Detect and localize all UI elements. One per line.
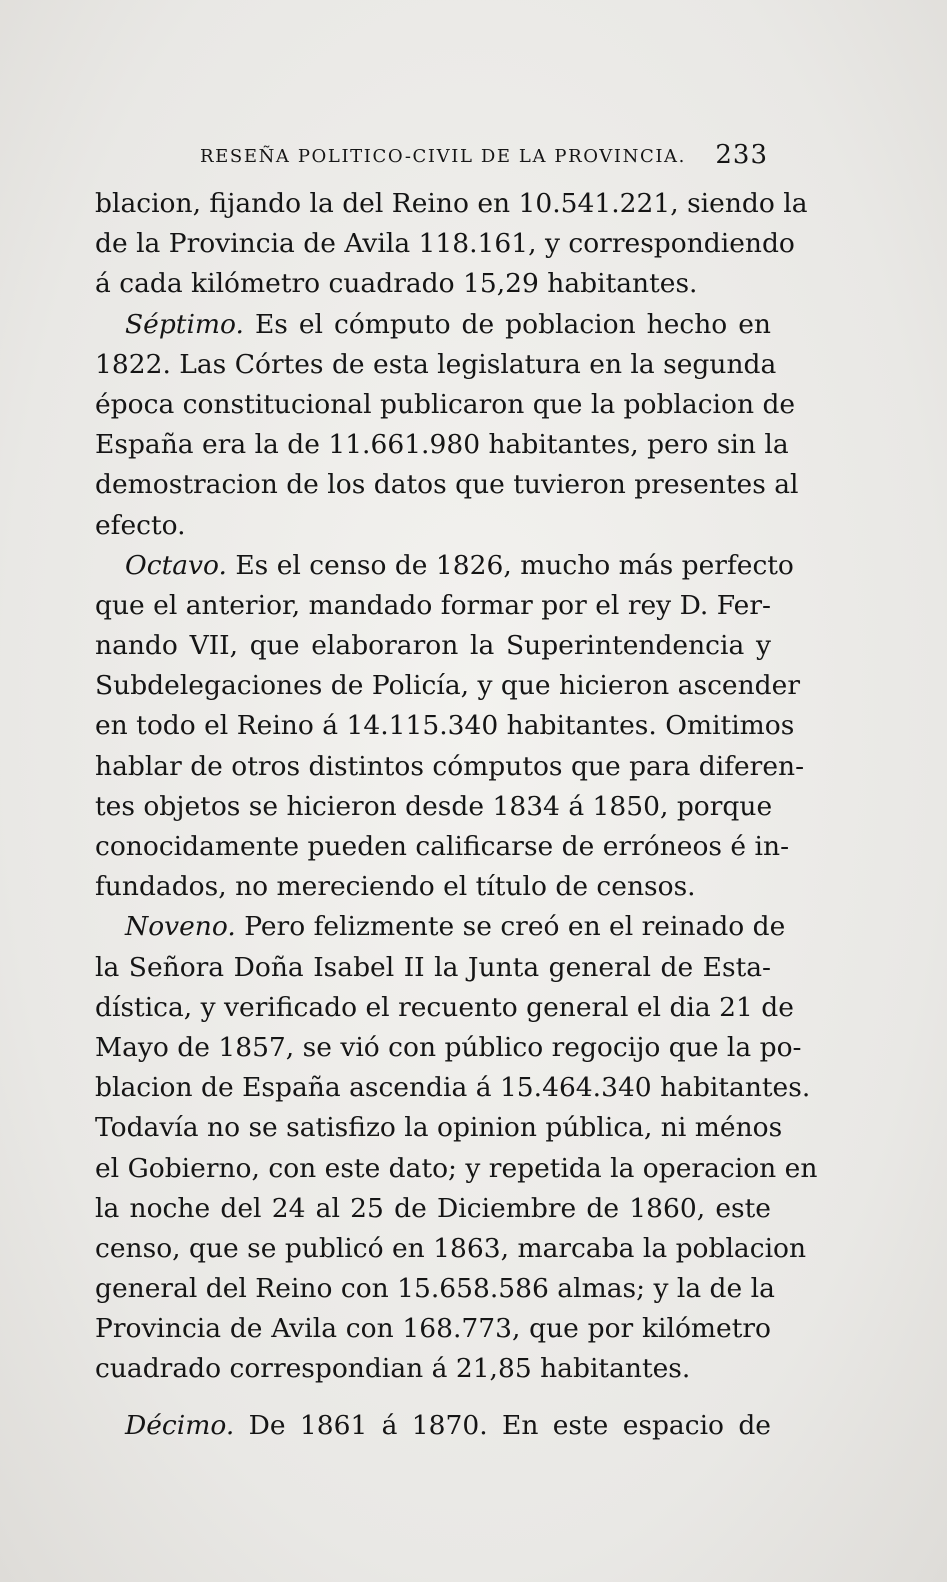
text-line: la Señora Doña Isabel II la Junta general de Esta- [95,951,771,983]
text-line: 1822. Las Córtes de esta legislatura en la segunda [95,348,777,380]
text-line: blacion de España ascendia á 15.464.340 habitantes. [95,1072,811,1104]
text-line: cuadrado correspondian á 21,85 habitantes. [95,1353,691,1385]
section-lead-octavo: Octavo. [125,549,227,581]
text-line: Provincia de Avila con 168.773, que por kilómetro [95,1313,771,1345]
text-line: que el anterior, mandado formar por el rey D. Fer- [95,589,771,621]
text-line: efecto. [95,509,186,541]
text-line: blacion, fijando la del Reino en 10.541.221, siendo la [95,188,808,219]
body-text [95,184,818,1446]
text-line: Subdelegaciones de Policía, y que hicieron ascender [95,670,800,702]
paragraph-septimo-first-line: Séptimo. Es el cómputo de poblacion hecho en [125,308,771,340]
section-lead-noveno: Noveno. [125,911,236,943]
text-line: fundados, no mereciendo el título de censos. [95,871,696,903]
text-line: hablar de otros distintos cómputos que para diferen- [95,750,805,782]
text-line: de la Provincia de Avila 118.161, y correspondiendo [95,228,795,260]
text-line: á cada kilómetro cuadrado 15,29 habitantes. [95,268,698,300]
section-lead-decimo: Décimo. [125,1409,235,1441]
paragraph-noveno-first-line: Noveno. Pero felizmente se creó en el reinado de [125,911,786,943]
running-head: RESEÑA POLITICO-CIVIL DE LA PROVINCIA. [200,146,686,167]
paragraph-decimo-first-line: Décimo. De 1861 á 1870. En este espacio de [125,1409,771,1441]
section-lead-septimo: Séptimo. [125,308,244,340]
text-line: Todavía no se satisfizo la opinion pública, ni ménos [95,1112,783,1144]
text-line: el Gobierno, con este dato; y repetida la operacion en [95,1152,818,1184]
page-header [200,140,768,174]
text-line: conocidamente pueden calificarse de erróneos é in- [95,831,790,862]
text-line: Mayo de 1857, se vió con público regocijo que la po- [95,1031,802,1063]
text-line: la noche del 24 al 25 de Diciembre de 1860, este [95,1192,771,1224]
text-line: tes objetos se hicieron desde 1834 á 1850, porque [95,790,773,822]
paragraph-octavo-first-line: Octavo. Es el censo de 1826, mucho más perfecto [125,549,794,581]
text-line: nando VII, que elaboraron la Superintendencia y [95,630,771,662]
text-line: época constitucional publicaron que la poblacion de [95,388,796,420]
text-line: general del Reino con 15.658.586 almas; y la de la [95,1273,775,1305]
text-line: España era la de 11.661.980 habitantes, pero sin la [95,429,789,461]
text-line: censo, que se publicó en 1863, marcaba la poblacion [95,1232,807,1264]
text-line: en todo el Reino á 14.115.340 habitantes. Omitimos [95,710,795,742]
text-line: demostracion de los datos que tuvieron presentes al [95,469,799,501]
text-line: dística, y verificado el recuento general el dia 21 de [95,991,794,1023]
page-number: 233 [715,140,768,170]
paragraph-gap [95,1390,771,1406]
